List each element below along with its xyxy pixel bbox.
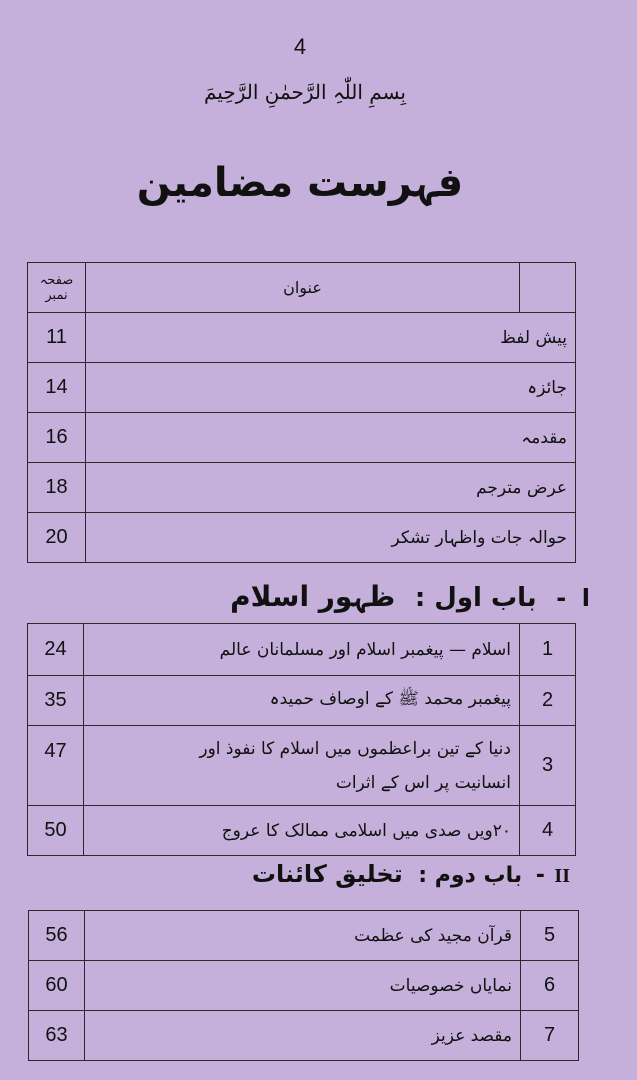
table-row [28,624,576,676]
table-row [28,463,576,513]
row-number: 6 [521,961,579,1011]
row-title: پیش لفظ [86,313,576,363]
section-name: ظہور اسلام [230,580,396,613]
row-title: نمایاں خصوصیات [85,961,521,1011]
row-page: 56 [29,911,85,961]
row-title: مقدمہ [86,413,576,463]
row-title: عرض مترجم [86,463,576,513]
table-row [28,363,576,413]
row-number: 5 [521,911,579,961]
section-label: باب دوم : [418,863,523,888]
row-title: مقصد عزیز [85,1011,521,1061]
table-row [29,911,579,961]
table-row [29,1011,579,1061]
section-name: تخلیق کائنات [251,860,403,888]
table-row [28,413,576,463]
row-number: 7 [521,1011,579,1061]
row-page: 24 [28,624,84,676]
section-dash: - [556,584,567,612]
row-page: 16 [28,413,86,463]
section-number: II [554,865,570,887]
row-number: 3 [520,726,576,806]
row-number: 1 [520,624,576,676]
section-dash: - [535,863,545,888]
row-title-line-1: دنیا کے تین براعظموں میں اسلام کا نفوذ اور [199,738,511,759]
row-page: 20 [28,513,86,563]
contents-table-front [27,262,576,563]
row-number: 4 [520,806,576,856]
header-page: صفحہ نمبر [28,263,86,313]
row-title: قرآن مجید کی عظمت [85,911,521,961]
table-header-row [28,263,576,313]
row-page: 63 [29,1011,85,1061]
row-page: 50 [28,806,84,856]
row-title-line-2: انسانیت پر اس کے اثرات [335,772,511,793]
section-number: ا [581,584,590,612]
row-page: 18 [28,463,86,513]
section-heading-2 [180,860,570,888]
table-row [28,806,576,856]
row-page: 35 [28,676,84,726]
contents-table-chapter-1 [27,623,576,856]
contents-table-chapter-2 [28,910,579,1061]
table-row [28,513,576,563]
bismillah: بِسمِ اللّٰہِ الرَّحمٰنِ الرَّحِیمَ [203,80,406,104]
row-page: 47 [28,726,84,806]
header-blank [520,263,576,313]
row-page: 14 [28,363,86,413]
page-title: فہرست مضامین [136,160,464,206]
row-title: ۲۰ویں صدی میں اسلامی ممالک کا عروج [84,806,520,856]
row-title: اسلام — پیغمبر اسلام اور مسلمانان عالم [84,624,520,676]
table-row [29,961,579,1011]
section-label: باب اول : [414,583,537,613]
table-row [28,313,576,363]
table-row [28,676,576,726]
table-row [28,726,576,806]
row-title: پیغمبر محمد ﷺ کے اوصاف حمیدہ [84,676,520,726]
row-page: 60 [29,961,85,1011]
section-heading-1 [190,580,590,613]
row-title: جائزہ [86,363,576,413]
row-page: 11 [28,313,86,363]
row-number: 2 [520,676,576,726]
header-title: عنوان [86,263,520,313]
row-title [84,726,520,806]
row-title: حوالہ جات واظہار تشکر [86,513,576,563]
page-number: 4 [293,34,307,59]
